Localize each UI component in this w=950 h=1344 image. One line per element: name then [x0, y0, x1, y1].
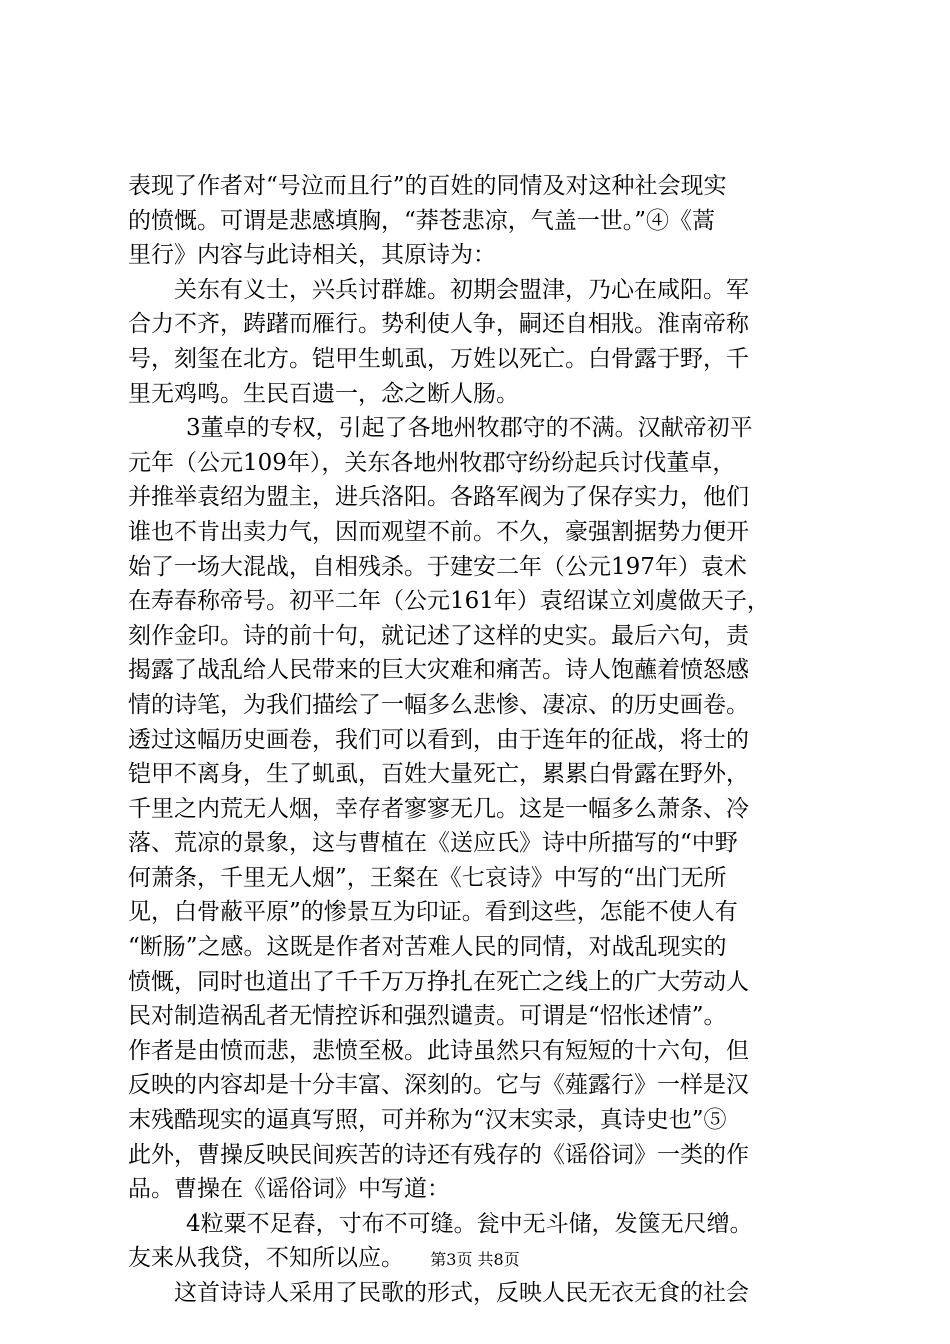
text-line: 3董卓的专权，引起了各地州牧郡守的不满。汉献帝初平 — [186, 415, 753, 442]
text-line: 此外，曹操反映民间疾苦的诗还有残存的《谣俗词》一类的作 — [128, 1141, 749, 1168]
text-line: 并推举袁绍为盟主，进兵洛阳。各路军阀为了保存实力，他们 — [128, 484, 749, 511]
text-line: 品。曹操在《谣俗词》中写道： — [128, 1176, 450, 1203]
document-body — [128, 169, 833, 1311]
text-line: 里行》内容与此诗相关，其原诗为： — [128, 242, 496, 269]
poem-line: 里无鸡鸣。生民百遗一，念之断人肠。 — [128, 380, 519, 407]
poem-line: 号，刻玺在北方。铠甲生虮虱，万姓以死亡。白骨露于野，千 — [128, 345, 749, 372]
text-line: 在寿春称帝号。初平二年（公元161年）袁绍谋立刘虞做天子， — [128, 588, 770, 615]
poem-line: 4粒粟不足舂，寸布不可缝。瓮中无斗储，发箧无尺缯。 — [186, 1210, 753, 1237]
text-line: 始了一场大混战，自相残杀。于建安二年（公元197年）袁术 — [128, 553, 747, 580]
text-line: 这首诗诗人采用了民歌的形式，反映人民无衣无食的社会 — [174, 1280, 749, 1306]
text-line: 反映的内容却是十分丰富、深刻的。它与《薤露行》一样是汉 — [128, 1072, 749, 1099]
text-line: 愤慨，同时也道出了千千万万挣扎在死亡之线上的广大劳动人 — [128, 968, 749, 995]
text-line: 作者是由愤而悲，悲愤至极。此诗虽然只有短短的十六句，但 — [128, 1037, 749, 1064]
text-line: 元年（公元109年），关东各地州牧郡守纷纷起兵讨伐董卓， — [128, 449, 736, 476]
text-line: 情的诗笔，为我们描绘了一幅多么悲惨、凄凉、的历史画卷。 — [128, 691, 749, 718]
text-line: 透过这幅历史画卷，我们可以看到，由于连年的征战，将士的 — [128, 726, 749, 753]
text-line: 见，白骨蔽平原”的惨景互为印证。看到这些，怎能不使人有 — [128, 899, 738, 926]
text-line: 谁也不肯出卖力气，因而观望不前。不久，豪强割据势力便开 — [128, 518, 749, 545]
text-line: 刻作金印。诗的前十句，就记述了这样的史实。最后六句，责 — [128, 622, 749, 649]
text-line: 末残酷现实的逼真写照，可并称为“汉末实录，真诗史也”⑤ — [128, 1107, 727, 1134]
text-line: 民对制造祸乱者无情控诉和强烈谴责。可谓是“怊怅述情”。 — [128, 1003, 727, 1030]
text-line: 铠甲不离身，生了虮虱，百姓大量死亡，累累白骨露在野外， — [128, 761, 749, 788]
poem-line: 合力不齐，踌躇而雁行。势利使人争，嗣还自相戕。淮南帝称 — [128, 311, 749, 338]
text-line: 千里之内荒无人烟，幸存者寥寥无几。这是一幅多么萧条、冷 — [128, 795, 749, 822]
text-line: “断肠”之感。这既是作者对苦难人民的同情，对战乱现实的 — [128, 934, 727, 961]
poem-line: 友来从我贷，不知所以应。 — [128, 1245, 404, 1272]
text-line: 何萧条，千里无人烟”，王粲在《七哀诗》中写的“出门无所 — [128, 864, 727, 891]
text-line: 揭露了战乱给人民带来的巨大灾难和痛苦。诗人饱蘸着愤怒感 — [128, 657, 749, 684]
text-line: 落、荒凉的景象，这与曹植在《送应氏》诗中所描写的“中野 — [128, 830, 738, 857]
poem-line: 关东有义士，兴兵讨群雄。初期会盟津，乃心在咸阳。军 — [174, 276, 749, 303]
text-line: 的愤慨。可谓是悲感填胸，“莽苍悲凉，气盖一世。”④《蒿 — [128, 207, 716, 234]
page-number-footer: 第3页 共8页 — [430, 1250, 520, 1269]
text-line: 表现了作者对“号泣而且行”的百姓的同情及对这种社会现实 — [128, 173, 727, 199]
